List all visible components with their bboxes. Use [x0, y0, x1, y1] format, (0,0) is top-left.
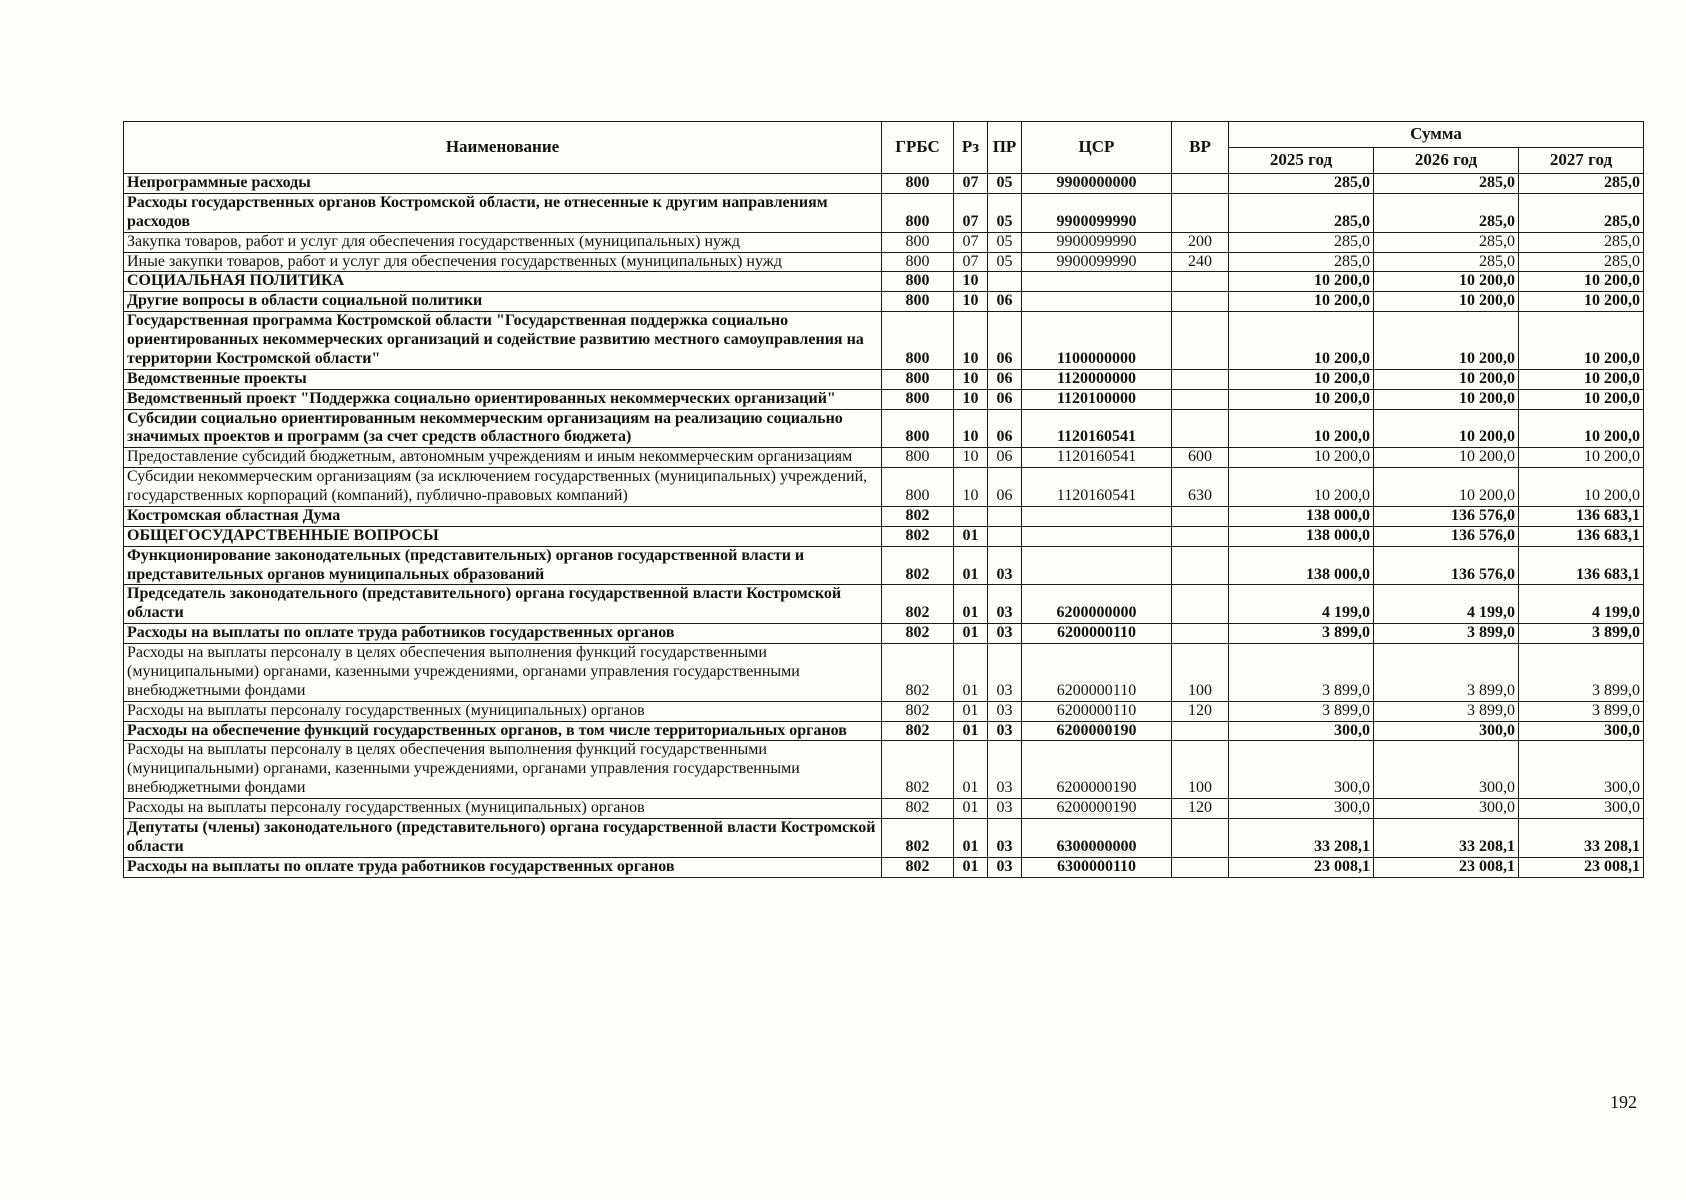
table-row [124, 272, 1644, 292]
row-sum-2026: 3 899,0 [1374, 644, 1519, 702]
row-vr [1172, 818, 1229, 857]
row-name: Ведомственный проект "Поддержка социально ориентированных некоммерческих организаций" [124, 389, 882, 409]
row-name: Председатель законодательного (представительного) органа государственной власти Костромской области [124, 585, 882, 624]
row-sum-2026: 10 200,0 [1374, 389, 1519, 409]
row-sum-2026: 10 200,0 [1374, 468, 1519, 507]
table-row [124, 389, 1644, 409]
row-csr: 6200000110 [1022, 701, 1172, 721]
table-row [124, 644, 1644, 702]
row-grbs: 800 [882, 252, 954, 272]
row-sum-2026: 10 200,0 [1374, 448, 1519, 468]
row-sum-2025: 300,0 [1229, 721, 1374, 741]
row-grbs: 802 [882, 585, 954, 624]
row-sum-2025: 3 899,0 [1229, 701, 1374, 721]
row-sum-2027: 285,0 [1519, 232, 1644, 252]
row-csr: 6200000190 [1022, 741, 1172, 799]
row-pr: 06 [988, 409, 1022, 448]
row-name: Расходы на выплаты персоналу в целях обеспечения выполнения функций государственными (муниципальными) органами, казенными учреждениями, органами управления государственными внебюджетными фондами [124, 741, 882, 799]
row-rz: 10 [954, 409, 988, 448]
row-pr: 06 [988, 292, 1022, 312]
row-name: Закупка товаров, работ и услуг для обеспечения государственных (муниципальных) нужд [124, 232, 882, 252]
row-csr: 9900099990 [1022, 252, 1172, 272]
row-pr: 06 [988, 468, 1022, 507]
row-sum-2027: 4 199,0 [1519, 585, 1644, 624]
col-header-rz: Рз [954, 122, 988, 174]
row-pr: 03 [988, 799, 1022, 819]
row-rz: 10 [954, 369, 988, 389]
row-sum-2025: 285,0 [1229, 174, 1374, 194]
row-csr: 1120160541 [1022, 409, 1172, 448]
row-sum-2026: 300,0 [1374, 799, 1519, 819]
row-pr: 03 [988, 857, 1022, 877]
row-rz: 07 [954, 174, 988, 194]
row-vr [1172, 526, 1229, 546]
table-row [124, 701, 1644, 721]
col-header-csr: ЦСР [1022, 122, 1172, 174]
row-vr [1172, 546, 1229, 585]
row-rz [954, 506, 988, 526]
row-vr [1172, 721, 1229, 741]
row-sum-2025: 300,0 [1229, 799, 1374, 819]
row-pr: 06 [988, 312, 1022, 370]
row-sum-2025: 138 000,0 [1229, 546, 1374, 585]
row-sum-2027: 300,0 [1519, 799, 1644, 819]
row-csr: 6300000000 [1022, 818, 1172, 857]
table-row [124, 193, 1644, 232]
row-grbs: 800 [882, 389, 954, 409]
row-name: Расходы на выплаты персоналу в целях обеспечения выполнения функций государственными (муниципальными) органами, казенными учреждениями, органами управления государственными внебюджетными фондами [124, 644, 882, 702]
row-name: Предоставление субсидий бюджетным, автономным учреждениям и иным некоммерческим организациям [124, 448, 882, 468]
row-sum-2027: 285,0 [1519, 174, 1644, 194]
row-sum-2027: 3 899,0 [1519, 701, 1644, 721]
row-sum-2027: 300,0 [1519, 721, 1644, 741]
row-sum-2026: 285,0 [1374, 193, 1519, 232]
row-vr: 100 [1172, 644, 1229, 702]
row-name: Расходы на выплаты по оплате труда работников государственных органов [124, 857, 882, 877]
row-sum-2027: 300,0 [1519, 741, 1644, 799]
row-vr [1172, 585, 1229, 624]
row-csr [1022, 546, 1172, 585]
row-sum-2026: 285,0 [1374, 232, 1519, 252]
row-grbs: 802 [882, 741, 954, 799]
table-row [124, 585, 1644, 624]
row-sum-2025: 285,0 [1229, 232, 1374, 252]
row-sum-2027: 285,0 [1519, 252, 1644, 272]
page-number: 192 [1610, 1092, 1637, 1112]
table-row [124, 721, 1644, 741]
row-sum-2025: 138 000,0 [1229, 506, 1374, 526]
table-row [124, 448, 1644, 468]
row-name: Расходы на выплаты персоналу государственных (муниципальных) органов [124, 701, 882, 721]
row-csr: 6200000110 [1022, 624, 1172, 644]
row-sum-2025: 10 200,0 [1229, 312, 1374, 370]
row-sum-2026: 136 576,0 [1374, 546, 1519, 585]
row-sum-2027: 136 683,1 [1519, 526, 1644, 546]
table-row [124, 818, 1644, 857]
row-pr: 03 [988, 741, 1022, 799]
row-name: Субсидии социально ориентированным некоммерческим организациям на реализацию социально значимых проектов и программ (за счет средств областного бюджета) [124, 409, 882, 448]
row-rz: 01 [954, 701, 988, 721]
row-sum-2027: 3 899,0 [1519, 624, 1644, 644]
row-pr: 05 [988, 174, 1022, 194]
row-vr: 200 [1172, 232, 1229, 252]
row-grbs: 802 [882, 857, 954, 877]
row-sum-2026: 23 008,1 [1374, 857, 1519, 877]
col-header-sum: Сумма [1229, 122, 1644, 148]
row-csr: 1100000000 [1022, 312, 1172, 370]
row-rz: 01 [954, 624, 988, 644]
row-pr: 06 [988, 369, 1022, 389]
table-row [124, 409, 1644, 448]
row-vr [1172, 369, 1229, 389]
row-sum-2025: 10 200,0 [1229, 468, 1374, 507]
table-row [124, 292, 1644, 312]
row-sum-2027: 136 683,1 [1519, 506, 1644, 526]
row-vr [1172, 409, 1229, 448]
row-grbs: 802 [882, 721, 954, 741]
row-grbs: 800 [882, 468, 954, 507]
row-pr: 05 [988, 193, 1022, 232]
table-row [124, 741, 1644, 799]
row-pr: 03 [988, 546, 1022, 585]
row-sum-2025: 10 200,0 [1229, 292, 1374, 312]
row-name: Расходы на обеспечение функций государственных органов, в том числе территориальных органов [124, 721, 882, 741]
row-vr [1172, 174, 1229, 194]
row-sum-2026: 4 199,0 [1374, 585, 1519, 624]
row-rz: 01 [954, 546, 988, 585]
table-row [124, 252, 1644, 272]
row-vr: 100 [1172, 741, 1229, 799]
row-rz: 01 [954, 799, 988, 819]
row-rz: 07 [954, 193, 988, 232]
table-row [124, 506, 1644, 526]
table-row [124, 312, 1644, 370]
row-pr: 06 [988, 448, 1022, 468]
row-name: Иные закупки товаров, работ и услуг для обеспечения государственных (муниципальных) нужд [124, 252, 882, 272]
row-name: Другие вопросы в области социальной политики [124, 292, 882, 312]
row-sum-2025: 23 008,1 [1229, 857, 1374, 877]
row-sum-2027: 10 200,0 [1519, 312, 1644, 370]
row-sum-2027: 10 200,0 [1519, 389, 1644, 409]
row-vr: 600 [1172, 448, 1229, 468]
row-grbs: 802 [882, 546, 954, 585]
row-vr [1172, 857, 1229, 877]
budget-sheet [123, 121, 1643, 878]
row-csr: 9900099990 [1022, 193, 1172, 232]
row-grbs: 800 [882, 369, 954, 389]
row-sum-2026: 300,0 [1374, 721, 1519, 741]
row-sum-2027: 10 200,0 [1519, 272, 1644, 292]
table-row [124, 526, 1644, 546]
budget-rows [124, 174, 1644, 878]
row-rz: 10 [954, 292, 988, 312]
row-rz: 07 [954, 252, 988, 272]
row-sum-2025: 4 199,0 [1229, 585, 1374, 624]
row-name: Ведомственные проекты [124, 369, 882, 389]
row-grbs: 802 [882, 701, 954, 721]
row-sum-2027: 3 899,0 [1519, 644, 1644, 702]
row-rz: 01 [954, 818, 988, 857]
row-vr: 120 [1172, 799, 1229, 819]
row-name: Функционирование законодательных (представительных) органов государственной власти и представительных органов муниципальных образований [124, 546, 882, 585]
row-pr: 03 [988, 701, 1022, 721]
row-grbs: 802 [882, 526, 954, 546]
row-rz: 01 [954, 741, 988, 799]
row-grbs: 800 [882, 409, 954, 448]
col-header-pr: ПР [988, 122, 1022, 174]
row-name: Расходы на выплаты по оплате труда работников государственных органов [124, 624, 882, 644]
row-sum-2025: 10 200,0 [1229, 448, 1374, 468]
row-sum-2025: 3 899,0 [1229, 624, 1374, 644]
col-header-year-2027: 2027 год [1519, 148, 1644, 174]
row-sum-2026: 10 200,0 [1374, 369, 1519, 389]
row-sum-2027: 10 200,0 [1519, 409, 1644, 448]
row-sum-2026: 285,0 [1374, 252, 1519, 272]
row-sum-2026: 10 200,0 [1374, 292, 1519, 312]
row-vr [1172, 312, 1229, 370]
row-sum-2027: 10 200,0 [1519, 369, 1644, 389]
row-grbs: 802 [882, 506, 954, 526]
row-csr [1022, 272, 1172, 292]
row-pr: 05 [988, 252, 1022, 272]
row-csr: 1120160541 [1022, 448, 1172, 468]
row-sum-2026: 300,0 [1374, 741, 1519, 799]
row-pr [988, 506, 1022, 526]
row-csr: 6200000190 [1022, 721, 1172, 741]
col-header-year-2025: 2025 год [1229, 148, 1374, 174]
row-sum-2025: 3 899,0 [1229, 644, 1374, 702]
row-sum-2025: 285,0 [1229, 252, 1374, 272]
row-sum-2027: 10 200,0 [1519, 448, 1644, 468]
row-name: Непрограммные расходы [124, 174, 882, 194]
row-csr: 1120100000 [1022, 389, 1172, 409]
row-pr: 03 [988, 585, 1022, 624]
row-sum-2027: 10 200,0 [1519, 468, 1644, 507]
row-csr [1022, 506, 1172, 526]
row-sum-2027: 136 683,1 [1519, 546, 1644, 585]
row-sum-2026: 10 200,0 [1374, 409, 1519, 448]
row-rz: 01 [954, 526, 988, 546]
row-vr [1172, 506, 1229, 526]
row-csr: 6200000000 [1022, 585, 1172, 624]
row-csr: 1120000000 [1022, 369, 1172, 389]
row-grbs: 800 [882, 448, 954, 468]
row-pr: 06 [988, 389, 1022, 409]
row-sum-2026: 136 576,0 [1374, 526, 1519, 546]
row-sum-2027: 10 200,0 [1519, 292, 1644, 312]
row-sum-2025: 138 000,0 [1229, 526, 1374, 546]
table-row [124, 232, 1644, 252]
row-rz: 10 [954, 468, 988, 507]
table-row [124, 468, 1644, 507]
row-vr [1172, 389, 1229, 409]
row-sum-2026: 3 899,0 [1374, 624, 1519, 644]
row-sum-2025: 10 200,0 [1229, 272, 1374, 292]
row-csr: 1120160541 [1022, 468, 1172, 507]
row-vr: 630 [1172, 468, 1229, 507]
table-row [124, 174, 1644, 194]
row-rz: 10 [954, 389, 988, 409]
row-pr: 05 [988, 232, 1022, 252]
row-sum-2027: 23 008,1 [1519, 857, 1644, 877]
row-grbs: 802 [882, 644, 954, 702]
row-name: ОБЩЕГОСУДАРСТВЕННЫЕ ВОПРОСЫ [124, 526, 882, 546]
row-name: Костромская областная Дума [124, 506, 882, 526]
row-csr: 9900099990 [1022, 232, 1172, 252]
row-sum-2026: 136 576,0 [1374, 506, 1519, 526]
row-name: Депутаты (члены) законодательного (представительного) органа государственной власти Костромской области [124, 818, 882, 857]
row-rz: 01 [954, 857, 988, 877]
table-row [124, 369, 1644, 389]
row-sum-2025: 10 200,0 [1229, 389, 1374, 409]
table-row [124, 799, 1644, 819]
row-vr [1172, 193, 1229, 232]
col-header-name: Наименование [124, 122, 882, 174]
budget-table [123, 121, 1644, 878]
row-rz: 10 [954, 272, 988, 292]
row-rz: 07 [954, 232, 988, 252]
row-rz: 01 [954, 585, 988, 624]
row-grbs: 800 [882, 272, 954, 292]
table-row [124, 857, 1644, 877]
row-pr: 03 [988, 644, 1022, 702]
row-rz: 10 [954, 448, 988, 468]
row-grbs: 802 [882, 818, 954, 857]
row-csr: 6200000110 [1022, 644, 1172, 702]
row-pr [988, 272, 1022, 292]
row-sum-2025: 300,0 [1229, 741, 1374, 799]
row-vr [1172, 272, 1229, 292]
row-rz: 01 [954, 721, 988, 741]
row-sum-2027: 285,0 [1519, 193, 1644, 232]
row-rz: 01 [954, 644, 988, 702]
col-header-year-2026: 2026 год [1374, 148, 1519, 174]
row-name: Расходы государственных органов Костромской области, не отнесенные к другим направлениям расходов [124, 193, 882, 232]
row-csr [1022, 526, 1172, 546]
row-vr [1172, 624, 1229, 644]
row-vr: 240 [1172, 252, 1229, 272]
row-name: Расходы на выплаты персоналу государственных (муниципальных) органов [124, 799, 882, 819]
row-sum-2026: 10 200,0 [1374, 272, 1519, 292]
row-sum-2026: 33 208,1 [1374, 818, 1519, 857]
row-vr [1172, 292, 1229, 312]
row-sum-2027: 33 208,1 [1519, 818, 1644, 857]
row-pr [988, 526, 1022, 546]
row-sum-2025: 33 208,1 [1229, 818, 1374, 857]
row-grbs: 802 [882, 624, 954, 644]
col-header-grbs: ГРБС [882, 122, 954, 174]
row-pr: 03 [988, 721, 1022, 741]
row-grbs: 800 [882, 193, 954, 232]
row-vr: 120 [1172, 701, 1229, 721]
row-name: СОЦИАЛЬНАЯ ПОЛИТИКА [124, 272, 882, 292]
row-csr [1022, 292, 1172, 312]
row-sum-2025: 285,0 [1229, 193, 1374, 232]
row-sum-2026: 10 200,0 [1374, 312, 1519, 370]
row-pr: 03 [988, 624, 1022, 644]
row-sum-2026: 285,0 [1374, 174, 1519, 194]
row-csr: 6200000190 [1022, 799, 1172, 819]
table-row [124, 624, 1644, 644]
row-grbs: 800 [882, 232, 954, 252]
row-sum-2025: 10 200,0 [1229, 409, 1374, 448]
row-grbs: 800 [882, 174, 954, 194]
row-sum-2025: 10 200,0 [1229, 369, 1374, 389]
row-sum-2026: 3 899,0 [1374, 701, 1519, 721]
table-row [124, 546, 1644, 585]
row-csr: 6300000110 [1022, 857, 1172, 877]
row-grbs: 800 [882, 312, 954, 370]
row-grbs: 802 [882, 799, 954, 819]
col-header-vr: ВР [1172, 122, 1229, 174]
row-rz: 10 [954, 312, 988, 370]
header-row-top [124, 122, 1644, 148]
row-name: Государственная программа Костромской области "Государственная поддержка социально ориентированных некоммерческих организаций и содействие развитию местного самоуправления на территории Костромской области" [124, 312, 882, 370]
row-pr: 03 [988, 818, 1022, 857]
row-name: Субсидии некоммерческим организациям (за исключением государственных (муниципальных) учреждений, государственных корпораций (компаний), публично-правовых компаний) [124, 468, 882, 507]
row-csr: 9900000000 [1022, 174, 1172, 194]
row-grbs: 800 [882, 292, 954, 312]
